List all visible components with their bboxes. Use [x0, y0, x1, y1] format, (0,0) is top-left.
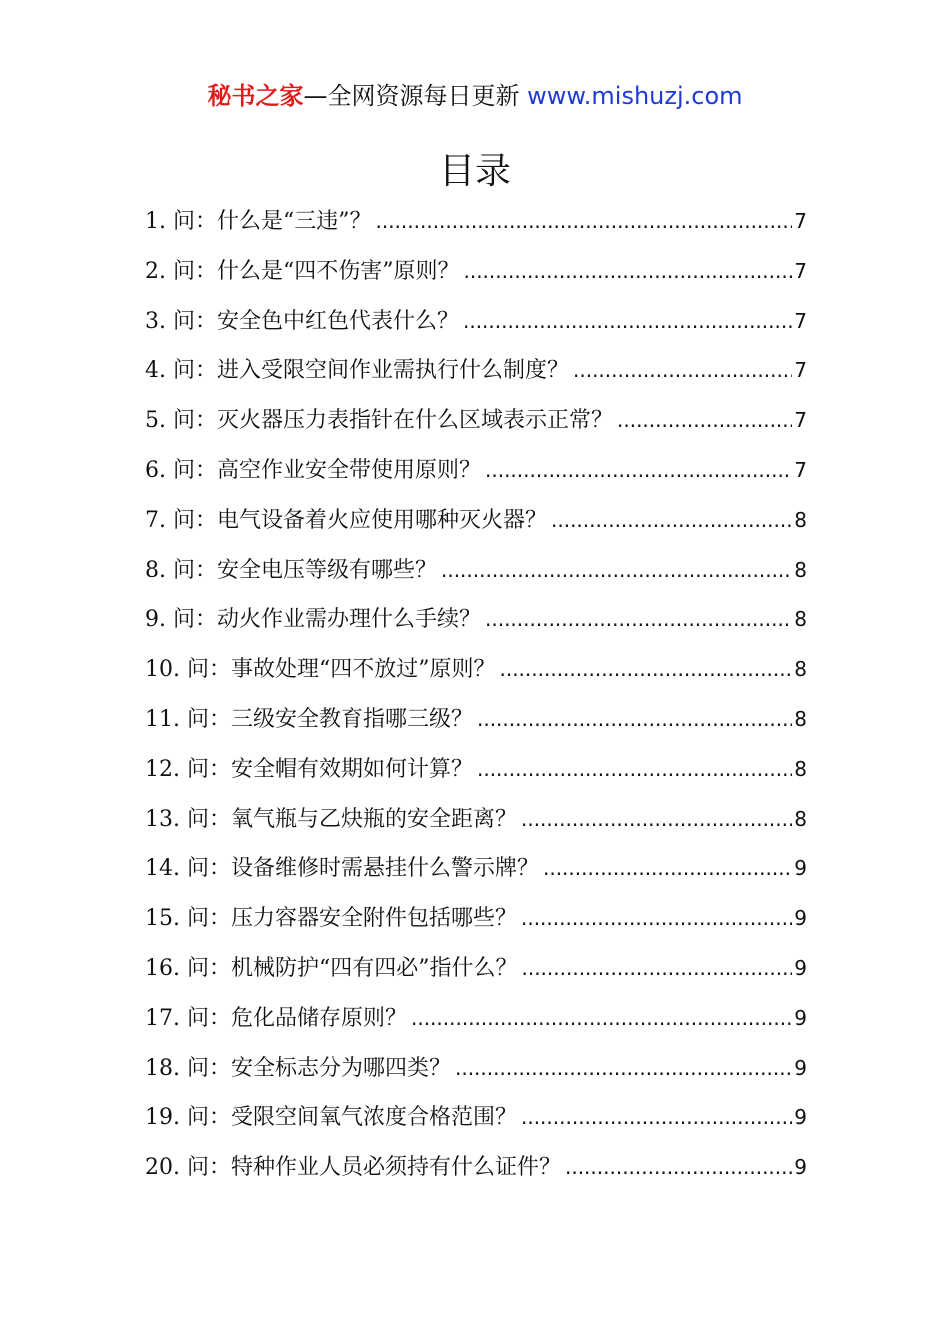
toc-page-number: 7	[794, 209, 807, 233]
toc-entry[interactable]	[145, 1097, 807, 1147]
toc-page-number: 7	[794, 258, 807, 283]
toc-dot-leader	[441, 550, 792, 590]
brand-name: 秘书之家	[207, 82, 304, 110]
toc-page-number: 8	[794, 706, 807, 731]
toc-entry[interactable]	[145, 201, 807, 251]
toc-page-number: 8	[794, 507, 807, 532]
toc-entry-text: 8. 问：安全电压等级有哪些？	[145, 557, 437, 583]
toc-dot-leader	[463, 251, 792, 291]
toc-dot-leader	[485, 450, 792, 490]
toc-page-number: 9	[794, 955, 807, 980]
site-header	[0, 80, 950, 112]
toc-page-number: 9	[794, 1105, 807, 1130]
toc-entry-text: 14. 问：设备维修时需悬挂什么警示牌？	[145, 856, 539, 882]
toc-entry-text: 9. 问：动火作业需办理什么手续？	[145, 607, 481, 633]
toc-page-number: 8	[794, 657, 807, 682]
toc-page-number: 8	[794, 806, 807, 831]
toc-entry[interactable]	[145, 500, 807, 550]
toc-entry[interactable]	[145, 699, 807, 749]
toc-dot-leader	[485, 599, 792, 639]
toc-entry[interactable]	[145, 799, 807, 849]
toc-entry[interactable]	[145, 948, 807, 998]
toc-entry[interactable]	[145, 400, 807, 450]
toc-page-number: 8	[794, 756, 807, 781]
toc-page-number: 7	[794, 308, 807, 333]
toc-page-number: 7	[794, 408, 807, 433]
toc-title: 目录	[438, 151, 511, 192]
toc-page-number: 7	[794, 358, 807, 383]
toc-entry-text: 17. 问：危化品储存原则？	[145, 1005, 407, 1031]
toc-page-number: 9	[794, 1155, 807, 1180]
toc-dot-leader	[521, 948, 792, 988]
toc-entry-text: 15. 问：压力容器安全附件包括哪些？	[145, 906, 517, 932]
toc-dot-leader	[477, 749, 792, 789]
toc-page-number: 9	[794, 1055, 807, 1080]
toc-entry-text: 3. 问：安全色中红色代表什么？	[145, 308, 459, 334]
toc-dot-leader	[477, 699, 792, 739]
toc-dot-leader	[411, 998, 792, 1038]
toc-entry-text: 11. 问：三级安全教育指哪三级？	[145, 706, 473, 732]
toc-entry-text: 10. 问：事故处理“四不放过”原则？	[145, 657, 496, 683]
toc-entry-text: 12. 问：安全帽有效期如何计算？	[145, 756, 473, 782]
toc-dot-leader	[617, 400, 792, 440]
toc-entry[interactable]	[145, 848, 807, 898]
toc-entry-text: 6. 问：高空作业安全带使用原则？	[145, 457, 481, 483]
toc-entry[interactable]	[145, 1048, 807, 1098]
toc-entry[interactable]	[145, 749, 807, 799]
toc-entry[interactable]	[145, 450, 807, 500]
toc-dot-leader	[521, 1097, 792, 1137]
toc-page-number: 7	[794, 457, 807, 482]
toc-entry-text: 13. 问：氧气瓶与乙炔瓶的安全距离？	[145, 806, 517, 832]
toc-dot-leader	[543, 848, 792, 888]
toc-dot-leader	[455, 1048, 792, 1088]
toc-entry[interactable]	[145, 649, 807, 699]
toc-entry-text: 19. 问：受限空间氧气浓度合格范围？	[145, 1105, 517, 1131]
toc-entry[interactable]	[145, 998, 807, 1048]
toc-entry[interactable]	[145, 898, 807, 948]
toc-page-number: 9	[794, 1005, 807, 1030]
toc-entry-text: 4. 问：进入受限空间作业需执行什么制度？	[145, 358, 569, 384]
header-tagline: —全网资源每日更新	[303, 82, 528, 110]
toc-entry-text: 18. 问：安全标志分为哪四类？	[145, 1055, 451, 1081]
toc-dot-leader	[565, 1147, 792, 1187]
toc-entry[interactable]	[145, 550, 807, 600]
toc-page-number: 9	[794, 856, 807, 881]
toc-entry-text: 5. 问：灭火器压力表指针在什么区域表示正常？	[145, 408, 613, 434]
toc-dot-leader	[521, 898, 792, 938]
toc-list	[145, 201, 807, 1197]
toc-page-number: 8	[794, 607, 807, 632]
toc-page-number: 8	[794, 557, 807, 582]
toc-dot-leader	[375, 201, 792, 241]
toc-entry[interactable]	[145, 599, 807, 649]
toc-dot-leader	[573, 350, 792, 390]
toc-entry-text: 20. 问：特种作业人员必须持有什么证件？	[145, 1155, 561, 1181]
toc-page-number: 9	[794, 906, 807, 931]
toc-dot-leader	[463, 301, 792, 341]
toc-entry-text: 7. 问：电气设备着火应使用哪种灭火器？	[145, 507, 547, 533]
site-url: www.mishuzj.com	[527, 82, 743, 110]
toc-entry-text: 16. 问：机械防护“四有四必”指什么？	[145, 955, 518, 981]
toc-dot-leader	[499, 649, 792, 689]
toc-entry-text: 1. 问：什么是“三违”？	[145, 209, 372, 234]
toc-entry[interactable]	[145, 251, 807, 301]
toc-entry[interactable]	[145, 1147, 807, 1197]
toc-dot-leader	[521, 799, 792, 839]
toc-dot-leader	[551, 500, 792, 540]
toc-entry[interactable]	[145, 350, 807, 400]
toc-entry-text: 2. 问：什么是“四不伤害”原则？	[145, 258, 460, 284]
toc-entry[interactable]	[145, 301, 807, 351]
